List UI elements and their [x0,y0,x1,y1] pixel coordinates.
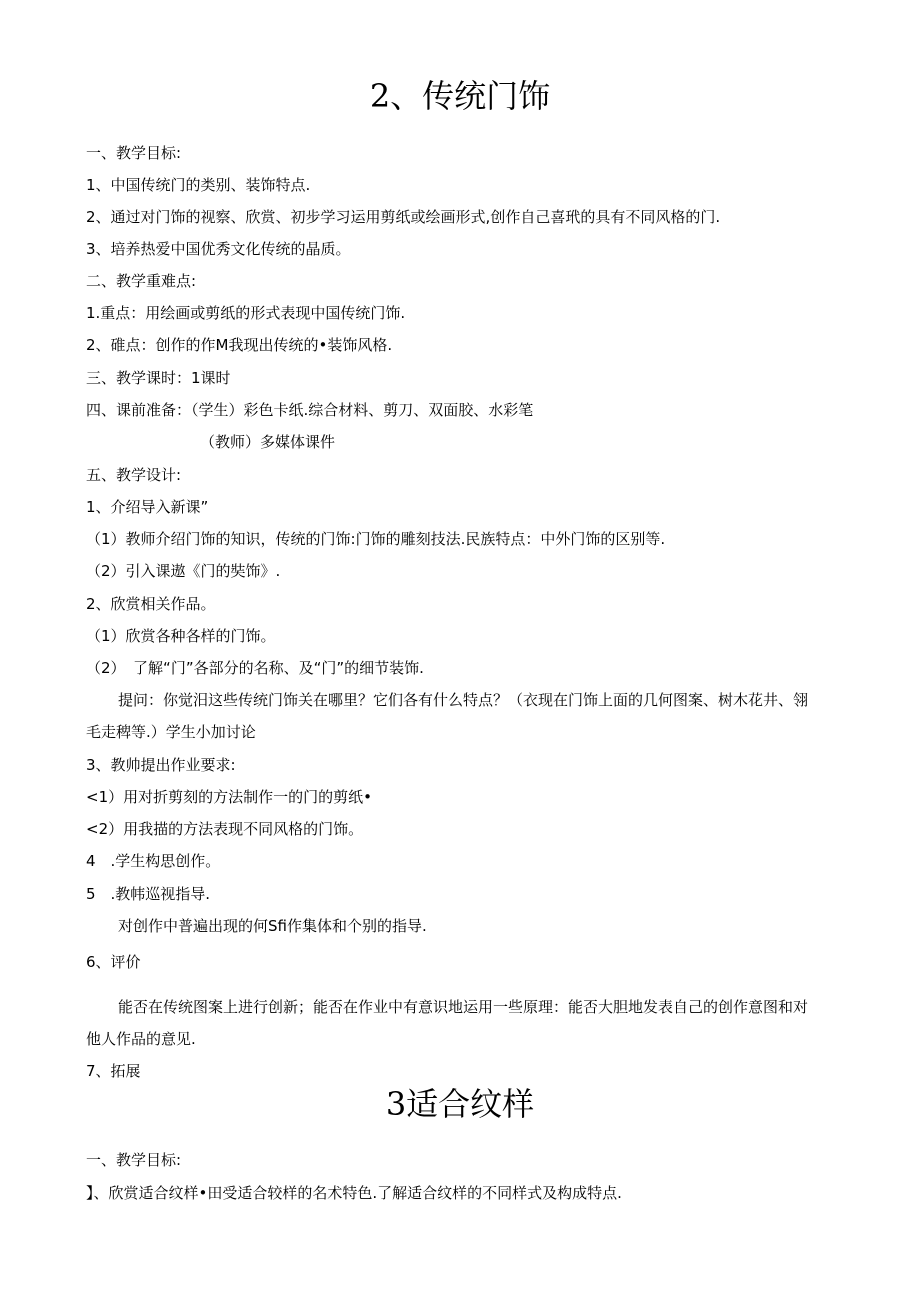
step-2-item-1: （1）欣赏各种各样的门饰。 [86,627,276,645]
key-point: 1.重点：用绘画或剪纸的形式表现中国传统门饰. [86,304,406,322]
objective-2-1: 】、欣赏适合纹样•田受适合较样的名术特色.了解适合纹样的不同样式及构成特点. [86,1184,622,1202]
difficult-point: 2、碓点：创作的作M我现出传统的•装饰风格. [86,336,393,354]
question-paragraph-line-1: 提问：你觉汨这些传统门饰关在哪里？它们各有什么特点？（衣现在门饰上面的几何图案、树木花井、翎 [118,691,809,709]
step-3-assignment: 3、教帅提出作业要求: [86,756,236,774]
objective-2: 2、通过对门饰的视察、欣赏、初步学习运用剪纸或绘画形式,创作自己喜玳的具有不同风格的门. [86,208,721,226]
heading-class-hours: 三、教学课时：1课时 [86,369,231,387]
evaluation-paragraph-line-1: 能否在传统图案上进行创新；能否在作业中有意识地运用一些原理：能否大胆地发表自己的创作意图和对 [118,998,809,1016]
preparation-students: 四、课前准备：（学生）彩色卡纸.综合材料、剪刀、双面胶、水彩笔 [86,401,534,419]
evaluation-paragraph-line-2: 他人作品的意见. [86,1030,196,1048]
step-3-item-1: <1）用对折剪刻的方法制作一的门的剪纸• [86,788,372,806]
lesson-title-fitting-pattern: 3适合纹样 [385,1085,535,1123]
step-1-item-1: （1）教师介绍门饰的知识，传统的门饰:门饰的雕刻技法.民族特点：中外门饰的区别等. [86,530,666,548]
heading-teaching-objectives-2: 一、教学目标: [86,1151,182,1169]
step-1-item-2: （2）引入课遨《门的奘饰》. [86,562,281,580]
step-5-guidance: 5 .教帏巡视指导. [86,885,211,903]
objective-3: 3、培养热爱中国优秀文化传统的晶质。 [86,240,351,258]
step-2-item-2: （2） 了解“门”各部分的名称、及“门”的细节装饰. [86,659,424,677]
lesson-title-traditional-door-decoration: 2、传统门饰 [369,77,551,115]
step-1-introduction: 1、介绍导入新课” [86,498,209,516]
preparation-teacher: （教师）多媒体课件 [200,433,336,451]
heading-teaching-objectives: 一、教学目标: [86,144,182,162]
question-paragraph-line-2: 毛走稗等.）学生小加讨论 [86,723,256,741]
heading-teaching-design: 五、教学设计: [86,466,182,484]
heading-key-difficult-points: 二、教学重难点: [86,272,197,290]
step-6-evaluation: 6、评价 [86,953,141,971]
step-5-detail: 对创作中普遍出现的何Sfi作集体和个别的指导. [118,917,427,935]
step-7-extension: 7、拓展 [86,1062,141,1080]
step-2-appreciation: 2、欣赏相关作品。 [86,595,216,613]
objective-1: 1、中国传统门的类别、装饰特点. [86,176,311,194]
step-3-item-2: <2）用我描的方法表现不同风格的门饰。 [86,820,364,838]
step-4-creation: 4 .学生构思创作。 [86,852,221,870]
